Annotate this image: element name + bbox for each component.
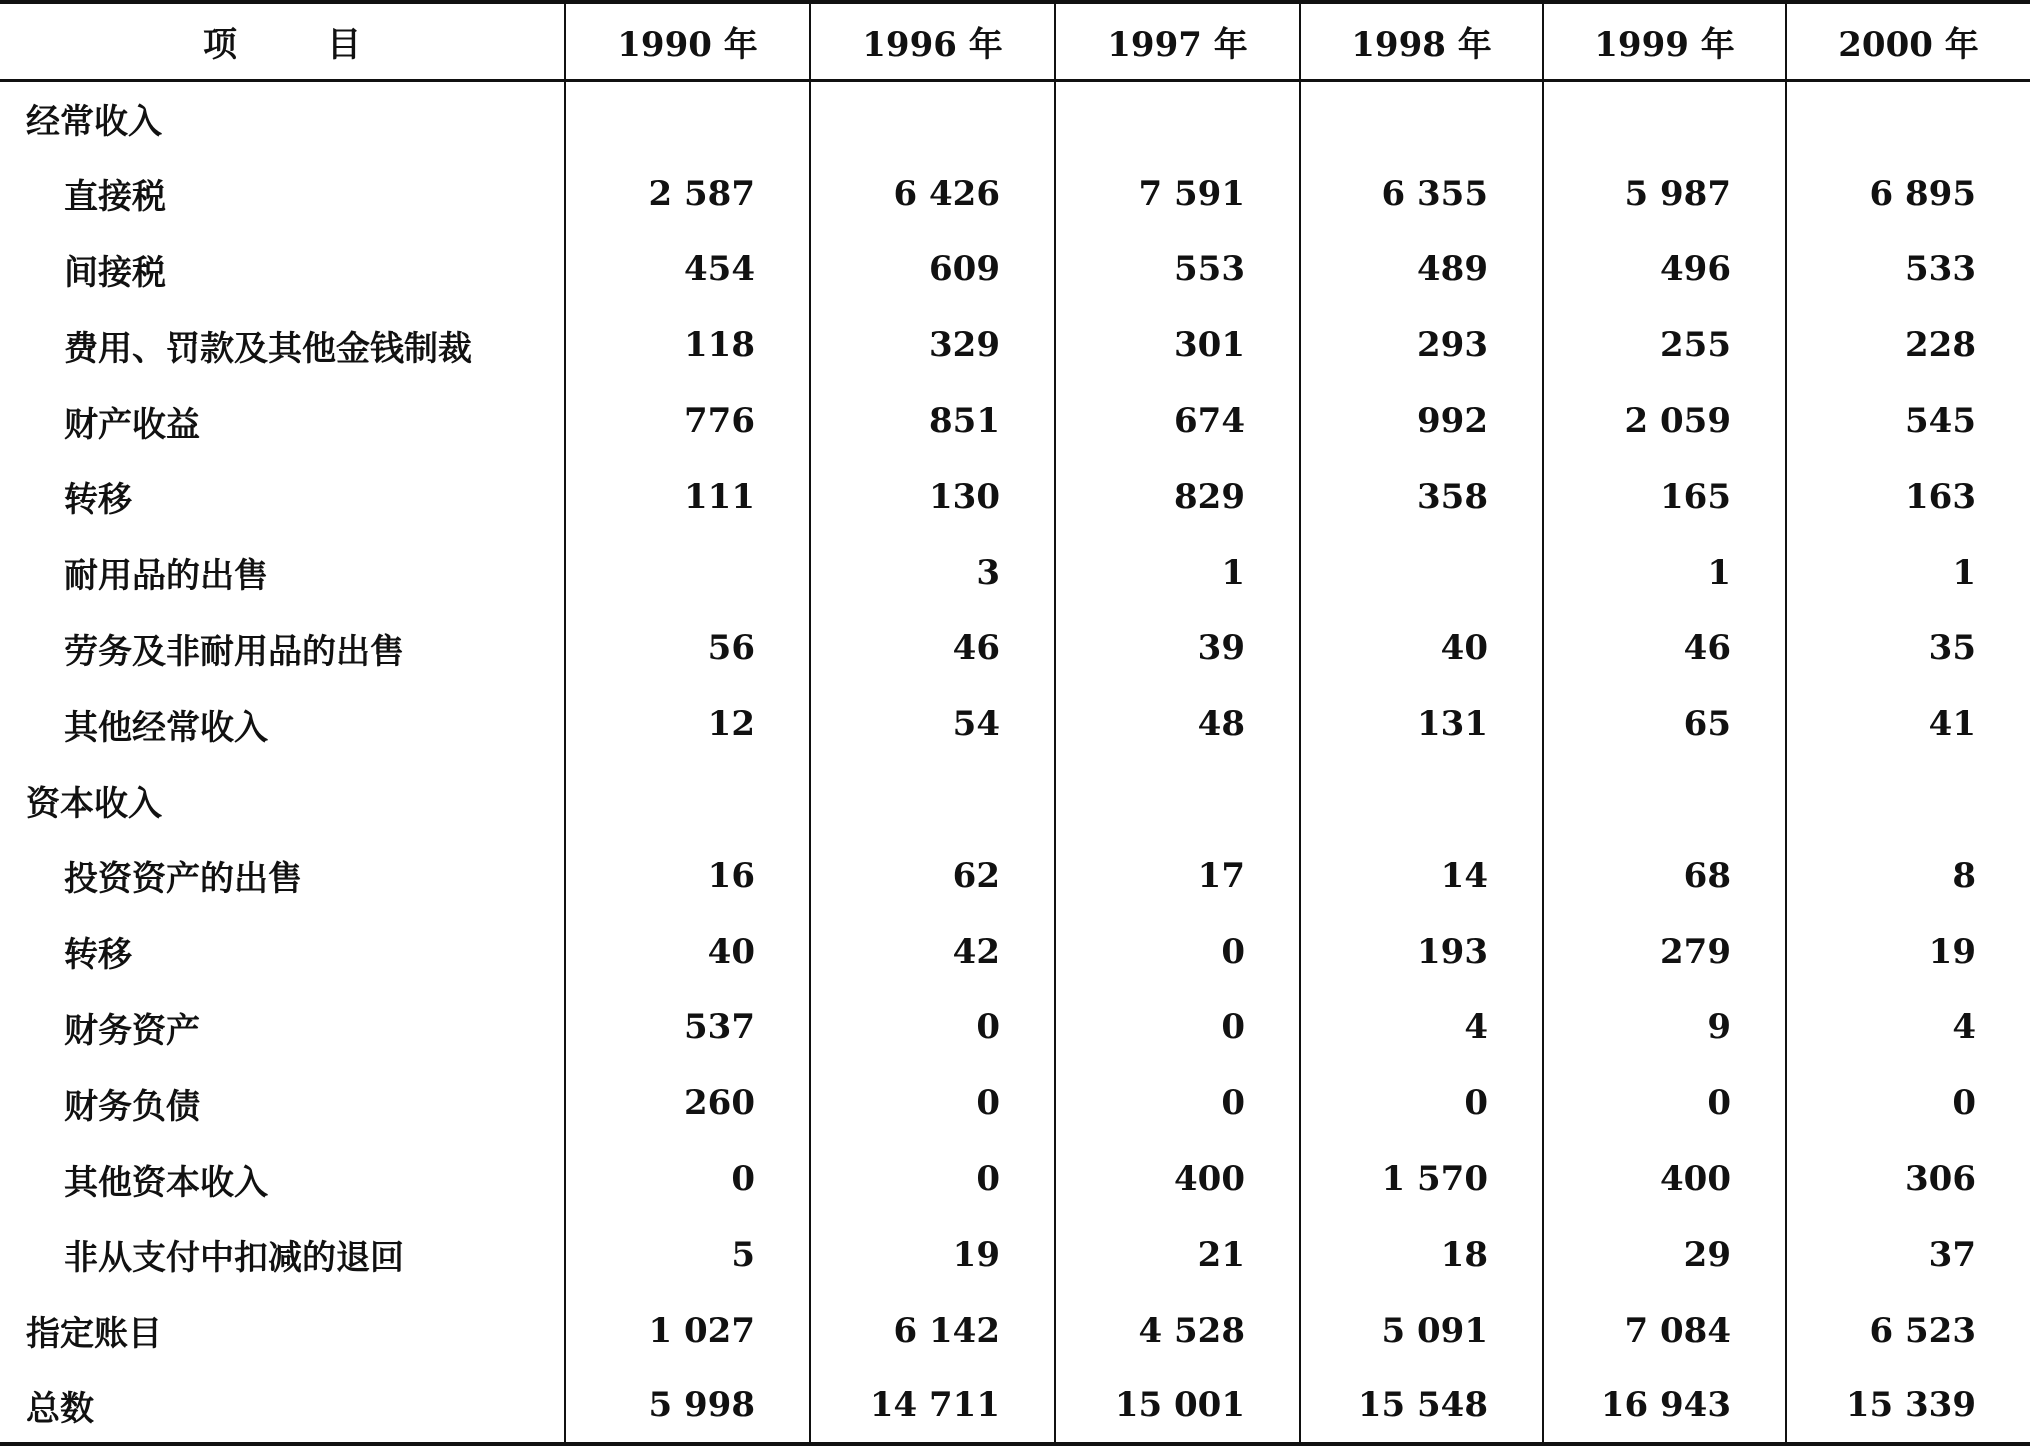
- row-label: 其他资本收入: [64, 1162, 268, 1203]
- row-value-cell: 4: [1786, 990, 2030, 1066]
- row-label: 其他经常收入: [64, 707, 268, 748]
- row-value-cell: 992: [1300, 383, 1543, 459]
- row-value-cell: 6 523: [1786, 1293, 2030, 1369]
- row-value-cell: 46: [1543, 611, 1786, 687]
- row-value-cell: 1: [1055, 535, 1300, 611]
- row-value-cell: 62: [810, 838, 1055, 914]
- table-row: [0, 611, 2030, 687]
- row-value-cell: 130: [810, 459, 1055, 535]
- row-label: 财务资产: [64, 1010, 200, 1051]
- row-value-cell: 7 084: [1543, 1293, 1786, 1369]
- row-value-cell: 1 027: [565, 1293, 810, 1369]
- row-value-cell: [565, 535, 810, 611]
- row-value-cell: 5 987: [1543, 156, 1786, 232]
- row-value-cell: 68: [1543, 838, 1786, 914]
- row-value-cell: 260: [565, 1065, 810, 1141]
- row-value-cell: 0: [1055, 1065, 1300, 1141]
- row-value-cell: 46: [810, 611, 1055, 687]
- row-label: 转移: [64, 480, 132, 521]
- row-value-cell: 41: [1786, 686, 2030, 762]
- row-value-cell: 40: [1300, 611, 1543, 687]
- row-value-cell: 851: [810, 383, 1055, 459]
- row-value-cell: [1055, 762, 1300, 838]
- row-value-cell: 0: [810, 1065, 1055, 1141]
- table-body: [0, 80, 2030, 1444]
- row-value-cell: 163: [1786, 459, 2030, 535]
- section-label: 资本收入: [26, 783, 162, 824]
- row-value-cell: 15 001: [1055, 1369, 1300, 1445]
- row-value-cell: 42: [810, 914, 1055, 990]
- row-value-cell: 3: [810, 535, 1055, 611]
- row-value-cell: 496: [1543, 232, 1786, 308]
- row-value-cell: 829: [1055, 459, 1300, 535]
- header-year-1998: 1998 年: [1300, 2, 1543, 80]
- row-value-cell: 48: [1055, 686, 1300, 762]
- row-value-cell: 6 142: [810, 1293, 1055, 1369]
- row-value-cell: 0: [810, 990, 1055, 1066]
- row-value-cell: 56: [565, 611, 810, 687]
- row-value-cell: [1055, 80, 1300, 156]
- row-value-cell: 17: [1055, 838, 1300, 914]
- row-value-cell: 16 943: [1543, 1369, 1786, 1445]
- row-value-cell: 4 528: [1055, 1293, 1300, 1369]
- row-label: 投资资产的出售: [64, 859, 302, 900]
- row-value-cell: 12: [565, 686, 810, 762]
- table-row: [0, 686, 2030, 762]
- row-value-cell: 553: [1055, 232, 1300, 308]
- table-row: [0, 838, 2030, 914]
- row-value-cell: 6 355: [1300, 156, 1543, 232]
- row-value-cell: 111: [565, 459, 810, 535]
- table-row: [0, 156, 2030, 232]
- row-value-cell: 329: [810, 307, 1055, 383]
- row-value-cell: 0: [1055, 990, 1300, 1066]
- table-row: [0, 80, 2030, 156]
- table-row: [0, 1369, 2030, 1445]
- row-value-cell: [565, 762, 810, 838]
- row-value-cell: 16: [565, 838, 810, 914]
- table-row: [0, 914, 2030, 990]
- row-value-cell: 358: [1300, 459, 1543, 535]
- row-value-cell: 5 091: [1300, 1293, 1543, 1369]
- row-value-cell: 0: [1055, 914, 1300, 990]
- row-value-cell: 15 339: [1786, 1369, 2030, 1445]
- row-value-cell: [810, 80, 1055, 156]
- row-value-cell: 2 587: [565, 156, 810, 232]
- row-value-cell: [1543, 762, 1786, 838]
- header-item-label-part2: 目: [327, 24, 361, 65]
- row-value-cell: 400: [1055, 1141, 1300, 1217]
- header-item-column: [0, 2, 565, 80]
- row-value-cell: 5: [565, 1217, 810, 1293]
- table-row: [0, 307, 2030, 383]
- table-row: [0, 1293, 2030, 1369]
- row-label: 财务负债: [64, 1086, 200, 1127]
- row-value-cell: [1300, 80, 1543, 156]
- row-value-cell: 7 591: [1055, 156, 1300, 232]
- row-value-cell: 1: [1543, 535, 1786, 611]
- row-value-cell: [565, 80, 810, 156]
- row-value-cell: 1: [1786, 535, 2030, 611]
- row-label: 直接税: [64, 177, 166, 218]
- row-value-cell: 35: [1786, 611, 2030, 687]
- row-value-cell: 279: [1543, 914, 1786, 990]
- row-value-cell: [1786, 762, 2030, 838]
- table-row: [0, 1217, 2030, 1293]
- section-label: 总数: [0, 1369, 565, 1445]
- row-value-cell: 14: [1300, 838, 1543, 914]
- row-value-cell: 65: [1543, 686, 1786, 762]
- row-value-cell: 8: [1786, 838, 2030, 914]
- row-value-cell: [1300, 762, 1543, 838]
- header-year-2000: 2000 年: [1786, 2, 2030, 80]
- row-value-cell: 165: [1543, 459, 1786, 535]
- row-value-cell: 609: [810, 232, 1055, 308]
- table-row: [0, 232, 2030, 308]
- row-value-cell: [810, 762, 1055, 838]
- row-value-cell: 4: [1300, 990, 1543, 1066]
- row-label: 非从支付中扣减的退回: [64, 1238, 404, 1279]
- row-value-cell: 37: [1786, 1217, 2030, 1293]
- row-value-cell: 776: [565, 383, 810, 459]
- row-value-cell: 537: [565, 990, 810, 1066]
- row-value-cell: 228: [1786, 307, 2030, 383]
- row-value-cell: 21: [1055, 1217, 1300, 1293]
- row-value-cell: 306: [1786, 1141, 2030, 1217]
- header-year-1996: 1996 年: [810, 2, 1055, 80]
- row-label: 间接税: [64, 252, 166, 293]
- section-label: 指定账目: [26, 1314, 162, 1355]
- row-value-cell: 9: [1543, 990, 1786, 1066]
- row-value-cell: [1300, 535, 1543, 611]
- row-value-cell: 14 711: [810, 1369, 1055, 1445]
- row-value-cell: 0: [1300, 1065, 1543, 1141]
- row-value-cell: [1543, 80, 1786, 156]
- row-label: 费用、罚款及其他金钱制裁: [64, 328, 472, 369]
- row-value-cell: 0: [810, 1141, 1055, 1217]
- row-value-cell: 489: [1300, 232, 1543, 308]
- table-row: [0, 762, 2030, 838]
- row-value-cell: 19: [1786, 914, 2030, 990]
- header-row: [0, 2, 2030, 80]
- row-value-cell: 6 895: [1786, 156, 2030, 232]
- row-value-cell: 301: [1055, 307, 1300, 383]
- row-value-cell: 118: [565, 307, 810, 383]
- header-year-1990: 1990 年: [565, 2, 810, 80]
- row-value-cell: 6 426: [810, 156, 1055, 232]
- row-label: 转移: [64, 935, 132, 976]
- row-value-cell: 54: [810, 686, 1055, 762]
- header-year-1997: 1997 年: [1055, 2, 1300, 80]
- row-value-cell: 0: [1543, 1065, 1786, 1141]
- section-label: 经常收入: [26, 102, 162, 143]
- row-value-cell: 193: [1300, 914, 1543, 990]
- row-value-cell: 19: [810, 1217, 1055, 1293]
- row-value-cell: [1786, 80, 2030, 156]
- row-label: 劳务及非耐用品的出售: [64, 631, 404, 672]
- row-value-cell: 255: [1543, 307, 1786, 383]
- header-year-1999: 1999 年: [1543, 2, 1786, 80]
- table-row: [0, 459, 2030, 535]
- row-value-cell: 18: [1300, 1217, 1543, 1293]
- row-label: 耐用品的出售: [64, 556, 268, 597]
- row-value-cell: 29: [1543, 1217, 1786, 1293]
- table-header: [0, 2, 2030, 80]
- row-value-cell: 131: [1300, 686, 1543, 762]
- row-value-cell: 533: [1786, 232, 2030, 308]
- row-value-cell: 0: [565, 1141, 810, 1217]
- row-value-cell: 674: [1055, 383, 1300, 459]
- row-value-cell: 293: [1300, 307, 1543, 383]
- row-value-cell: 39: [1055, 611, 1300, 687]
- row-value-cell: 15 548: [1300, 1369, 1543, 1445]
- header-item-label-part1: 项: [203, 24, 237, 65]
- row-value-cell: 1 570: [1300, 1141, 1543, 1217]
- row-value-cell: 5 998: [565, 1369, 810, 1445]
- row-label: 财产收益: [64, 404, 200, 445]
- row-value-cell: 454: [565, 232, 810, 308]
- row-value-cell: 40: [565, 914, 810, 990]
- table-row: [0, 1065, 2030, 1141]
- table-row: [0, 990, 2030, 1066]
- table-row: [0, 535, 2030, 611]
- table-row: [0, 383, 2030, 459]
- table-row: [0, 1141, 2030, 1217]
- row-value-cell: 545: [1786, 383, 2030, 459]
- row-value-cell: 0: [1786, 1065, 2030, 1141]
- row-value-cell: 400: [1543, 1141, 1786, 1217]
- row-value-cell: 2 059: [1543, 383, 1786, 459]
